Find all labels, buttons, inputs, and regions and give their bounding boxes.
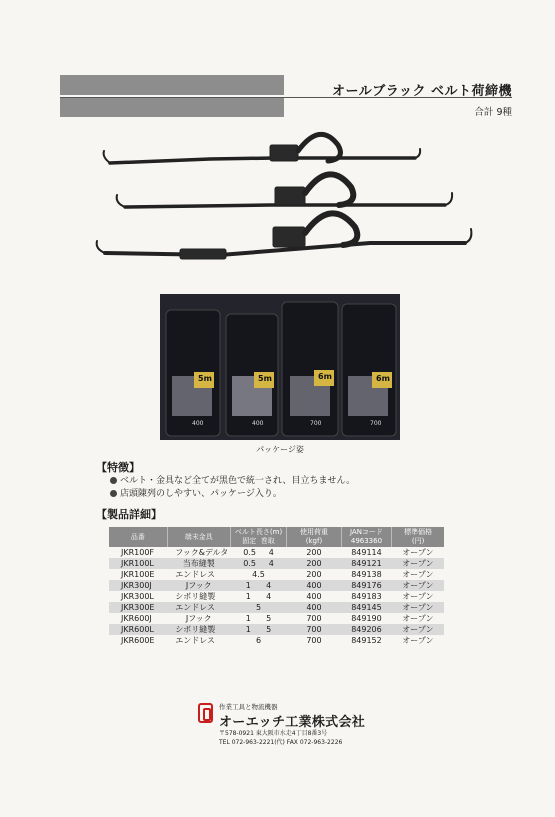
cell-jan: 849121 [341,558,392,569]
cell-code: JKR100L [109,558,167,569]
cell-load: 700 [306,636,322,645]
cell-length [230,580,287,591]
cell-length [230,547,287,558]
cell-jan: 849114 [351,548,382,557]
cell-winding: 4 [268,548,274,557]
package-label-4: 6m [376,374,390,383]
package-load-3: 700 [310,420,322,427]
cell-jan: 849190 [351,614,382,623]
cell-jan: 849152 [351,636,382,645]
package-load-1: 400 [192,420,204,427]
cell-price: オープン [392,602,444,613]
cell-hardware: エンドレス [167,602,230,613]
cell-length [230,591,287,602]
cell-code: JKR600J [121,614,152,623]
package-photo [160,294,400,440]
feature-text-2: 店頭陳列のしやすい、パッケージ入り。 [120,489,282,499]
table-row [109,547,444,558]
cell-winding: 4.5 [252,570,265,579]
cell-price: オープン [402,636,434,645]
cell-fixed: 1 [245,625,251,634]
bullet-icon [110,477,117,484]
table-row [109,558,444,569]
table-header-row [109,527,444,547]
ratchet-straps-illustration [70,125,500,275]
feature-item-1 [110,473,355,486]
cell-hardware: フック&デルタ [175,548,229,557]
cell-hardware: エンドレス [175,570,216,579]
cell-hardware: エンドレス [175,636,216,645]
package-load-2: 400 [252,420,264,427]
cell-winding: 5 [266,614,272,623]
cell-winding: 4 [266,581,272,590]
spec-table [109,527,444,646]
cell-load: 200 [287,558,341,569]
package-label-1: 5m [198,374,212,383]
cell-hardware: シボリ縫製 [175,592,216,601]
cell-price: オープン [402,548,434,557]
package-load-4: 700 [370,420,382,427]
cell-price: オープン [402,614,434,623]
col-price [392,527,444,547]
feature-text-1: ベルト・金具など全てが黒色で統一され、目立ちません。 [120,476,356,486]
cell-winding: 5 [266,625,272,634]
cell-length [230,569,287,580]
col-load [287,527,341,547]
col-jan-prefix: 4963360 [350,537,383,545]
cell-jan: 849138 [351,570,382,579]
cell-winding: 4 [266,592,272,601]
cell-code: JKR600E [121,636,155,645]
cell-length [230,602,287,613]
cell-code: JKR600L [109,624,167,635]
company-name: オーエッチ工業株式会社 [219,715,366,730]
col-jan [341,527,392,547]
cell-code: JKR100F [121,548,155,557]
feature-item-2 [110,486,282,499]
cell-length [230,635,287,646]
table-row [109,580,444,591]
cell-fixed: 1 [245,614,251,623]
company-logo-icon [198,703,213,723]
cell-fixed: 1 [245,581,251,590]
cell-load: 400 [287,602,341,613]
table-row [109,613,444,624]
header-bar-bottom [60,97,284,117]
cell-jan: 849145 [341,602,392,613]
cell-price: オープン [392,624,444,635]
details-heading: 【製品詳細】 [96,508,162,521]
cell-winding: 5 [255,603,262,612]
cell-length [230,613,287,624]
cell-price: オープン [402,592,434,601]
cell-load: 700 [306,614,322,623]
header-bar-top [60,75,284,95]
col-load-unit: (kgf) [305,537,323,545]
col-winding: 巻取 [260,537,275,545]
col-fixed: 固定 [242,537,257,545]
table-row [109,569,444,580]
cell-price: オープン [402,570,434,579]
col-price-unit: (円) [411,537,425,545]
cell-length [230,558,287,569]
package-caption: パッケージ姿 [256,445,304,454]
cell-code: JKR300J [109,580,167,591]
cell-hardware: Jフック [185,614,212,623]
package-label-3: 6m [318,372,332,381]
cell-length [230,624,287,635]
cell-load: 700 [287,624,341,635]
cell-fixed: 0.5 [243,548,256,557]
col-belt-length-sub [231,537,287,546]
cell-jan: 849206 [341,624,392,635]
cell-hardware: Jフック [167,580,230,591]
col-price-label: 標準価格 [404,528,433,536]
cell-load: 400 [306,592,322,601]
table-row [109,624,444,635]
cell-hardware: シボリ縫製 [167,624,230,635]
col-jan-label: JANコード [349,528,383,536]
col-hardware: 端末金具 [167,527,230,547]
cell-load: 200 [306,570,322,579]
cell-winding: 6 [255,636,262,645]
package-photo-art [160,294,400,440]
col-code: 品番 [109,527,167,547]
total-count: 合計 9種 [474,107,512,118]
cell-code: JKR300E [109,602,167,613]
cell-load: 400 [287,580,341,591]
cell-fixed: 1 [245,592,251,601]
cell-price: オープン [392,558,444,569]
package-label-2: 5m [258,374,272,383]
cell-load: 200 [306,548,322,557]
cell-hardware: 当布縫製 [167,558,230,569]
page-title: オールブラック ベルト荷締機 [331,84,512,99]
cell-fixed: 0.5 [243,559,256,568]
company-tagline: 作業工具と物流機器 [219,703,278,711]
cell-jan: 849183 [351,592,382,601]
bullet-icon [110,490,117,497]
col-belt-length-label: ベルト長さ(m) [234,528,283,536]
features-heading: 【特徴】 [96,461,140,474]
cell-price: オープン [392,580,444,591]
table-row [109,591,444,602]
col-load-label: 使用荷重 [299,528,328,536]
col-belt-length [230,527,287,547]
cell-winding: 4 [268,559,274,568]
table-row [109,635,444,646]
company-address: 〒578-0921 東大阪市水走4丁目8番3号 [219,730,328,737]
cell-code: JKR100E [121,570,155,579]
company-tel: TEL 072-963-2221(代) FAX 072-963-2226 [219,739,343,746]
cell-code: JKR300L [121,592,154,601]
cell-jan: 849176 [341,580,392,591]
table-row [109,602,444,613]
